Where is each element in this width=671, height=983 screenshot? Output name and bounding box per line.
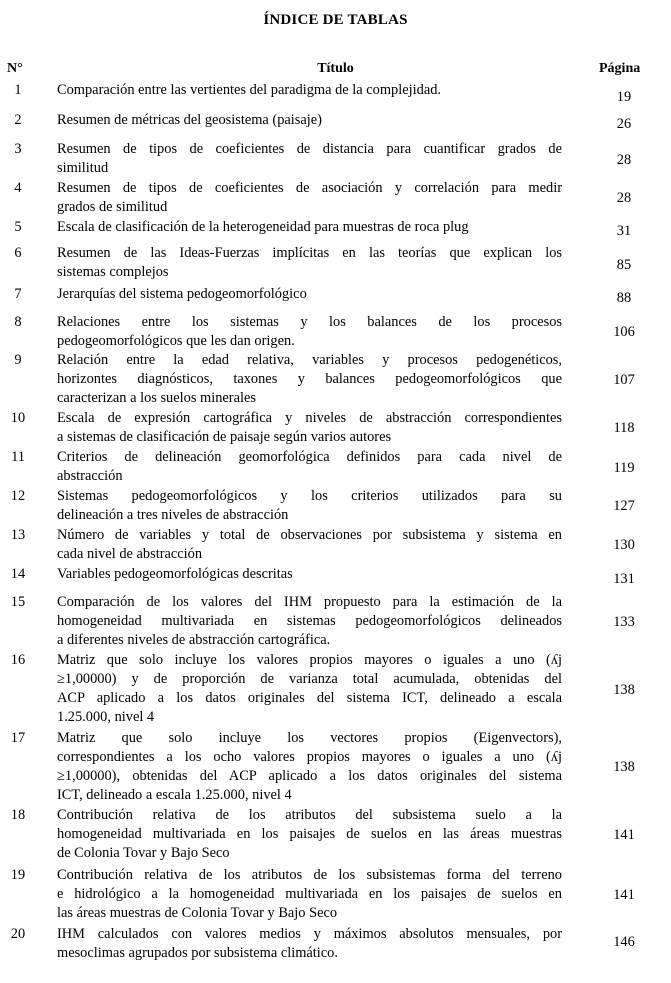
row-number: 18 — [10, 807, 26, 823]
row-title-line: de Colonia Tovar y Bajo Seco — [57, 845, 230, 861]
row-title-line: ACP aplicado a los datos originales del sistema ICT, delineado a escala — [57, 690, 562, 706]
row-title-line: Matriz que solo incluye los vectores propios (Eigenvectors), — [57, 730, 562, 746]
row-title-line: e hidrológico a la homogeneidad multivariada en los paisajes de suelos en — [57, 886, 562, 902]
row-number: 4 — [14, 180, 22, 196]
row-title-line: correspondientes a los ocho valores propios mayores o iguales a uno (ʎj — [57, 749, 562, 765]
row-page-number: 138 — [613, 682, 635, 698]
row-title-line: Escala de clasificación de la heterogeneidad para muestras de roca plug — [57, 219, 469, 235]
row-page-number: 119 — [613, 460, 635, 476]
row-title-line: abstracción — [57, 468, 123, 484]
row-page-number: 28 — [616, 152, 632, 168]
page-title: ÍNDICE DE TABLAS — [263, 12, 408, 28]
row-title-line: ICT, delineado a escala 1.25.000, nivel 4 — [57, 787, 292, 803]
row-title-line: 1.25.000, nivel 4 — [57, 709, 155, 725]
row-number: 15 — [10, 594, 26, 610]
row-number: 10 — [10, 410, 26, 426]
row-page-number: 141 — [613, 887, 635, 903]
row-number: 20 — [10, 926, 26, 942]
row-number: 13 — [10, 527, 26, 543]
row-page-number: 141 — [613, 827, 635, 843]
row-page-number: 138 — [613, 759, 635, 775]
row-page-number: 19 — [616, 89, 632, 105]
row-title-line: horizontes diagnósticos, taxones y balances pedogeomorfológicos que — [57, 371, 562, 387]
row-title-line: grados de similitud — [57, 199, 168, 215]
row-number: 7 — [14, 286, 22, 302]
row-page-number: 28 — [616, 190, 632, 206]
row-title-line: Contribución relativa de los atributos del subsistema suelo a la — [57, 807, 562, 823]
row-page-number: 106 — [613, 324, 635, 340]
row-number: 8 — [14, 314, 22, 330]
row-page-number: 133 — [613, 614, 635, 630]
column-header-number: N° — [7, 61, 23, 76]
row-number: 12 — [10, 488, 26, 504]
row-title-line: IHM calculados con valores medios y máximos absolutos mensuales, por — [57, 926, 562, 942]
row-title-line: mesoclimas agrupados por subsistema climático. — [57, 945, 338, 961]
row-title-line: Resumen de tipos de coeficientes de distancia para cuantificar grados de — [57, 141, 562, 157]
row-title-line: Resumen de métricas del geosistema (paisaje) — [57, 112, 322, 128]
row-page-number: 88 — [616, 290, 632, 306]
row-title-line: cada nivel de abstracción — [57, 546, 203, 562]
row-number: 6 — [14, 245, 22, 261]
row-title-line: pedogeomorfológicos que les dan origen. — [57, 333, 295, 349]
row-title-line: Jerarquías del sistema pedogeomorfológico — [57, 286, 307, 302]
row-page-number: 26 — [616, 116, 632, 132]
row-page-number: 107 — [613, 372, 635, 388]
row-title-line: Resumen de tipos de coeficientes de asociación y correlación para medir — [57, 180, 562, 196]
row-page-number: 127 — [613, 498, 635, 514]
row-title-line: ≥1,00000) y de proporción de varianza total acumulada, obtenidas del — [57, 671, 562, 687]
row-title-line: homogeneidad multivariada en sistemas pedogeomorfológicos delineados — [57, 613, 562, 629]
row-number: 11 — [11, 449, 25, 465]
row-title-line: Criterios de delineación geomorfológica definidos para cada nivel de — [57, 449, 562, 465]
row-page-number: 130 — [613, 537, 635, 553]
row-title-line: Comparación de los valores del IHM propuesto para la estimación de la — [57, 594, 562, 610]
row-page-number: 131 — [613, 571, 635, 587]
row-title-line: homogeneidad multivariada en los paisajes de suelos en las áreas muestras — [57, 826, 562, 842]
row-number: 2 — [14, 112, 22, 128]
row-page-number: 146 — [613, 934, 635, 950]
row-page-number: 31 — [616, 223, 632, 239]
row-title-line: Número de variables y total de observaciones por subsistema y sistema en — [57, 527, 562, 543]
row-number: 14 — [10, 566, 26, 582]
row-title-line: Resumen de las Ideas-Fuerzas implícitas en las teorías que explican los — [57, 245, 562, 261]
row-number: 9 — [14, 352, 22, 368]
row-number: 5 — [14, 219, 22, 235]
row-number: 3 — [14, 141, 22, 157]
row-number: 17 — [10, 730, 26, 746]
column-header-title: Título — [317, 61, 354, 76]
column-header-page: Página — [599, 61, 641, 76]
row-title-line: similitud — [57, 160, 109, 176]
row-title-line: ≥1,00000), obtenidas del ACP aplicado a los datos originales del sistema — [57, 768, 562, 784]
row-title-line: las áreas muestras de Colonia Tovar y Bajo Seco — [57, 905, 338, 921]
row-page-number: 118 — [613, 420, 635, 436]
row-title-line: Comparación entre las vertientes del paradigma de la complejidad. — [57, 82, 442, 98]
row-title-line: Contribución relativa de los atributos de los subsistemas forma del terreno — [57, 867, 562, 883]
row-title-line: Variables pedogeomorfológicas descritas — [57, 566, 293, 582]
row-number: 19 — [10, 867, 26, 883]
row-title-line: Sistemas pedogeomorfológicos y los criterios utilizados para su — [57, 488, 562, 504]
row-title-line: Escala de expresión cartográfica y niveles de abstracción correspondientes — [57, 410, 562, 426]
row-title-line: Relación entre la edad relativa, variables y procesos pedogenéticos, — [57, 352, 562, 368]
row-title-line: a sistemas de clasificación de paisaje según varios autores — [57, 429, 392, 445]
row-page-number: 85 — [616, 257, 632, 273]
row-title-line: sistemas complejos — [57, 264, 169, 280]
row-title-line: delineación a tres niveles de abstracción — [57, 507, 289, 523]
row-number: 16 — [10, 652, 26, 668]
row-title-line: Relaciones entre los sistemas y los balances de los procesos — [57, 314, 562, 330]
row-title-line: caracterizan a los suelos minerales — [57, 390, 256, 406]
row-title-line: Matriz que solo incluye los valores propios mayores o iguales a uno (ʎj — [57, 652, 562, 668]
row-title-line: a diferentes niveles de abstracción cartográfica. — [57, 632, 331, 648]
row-number: 1 — [14, 82, 22, 98]
